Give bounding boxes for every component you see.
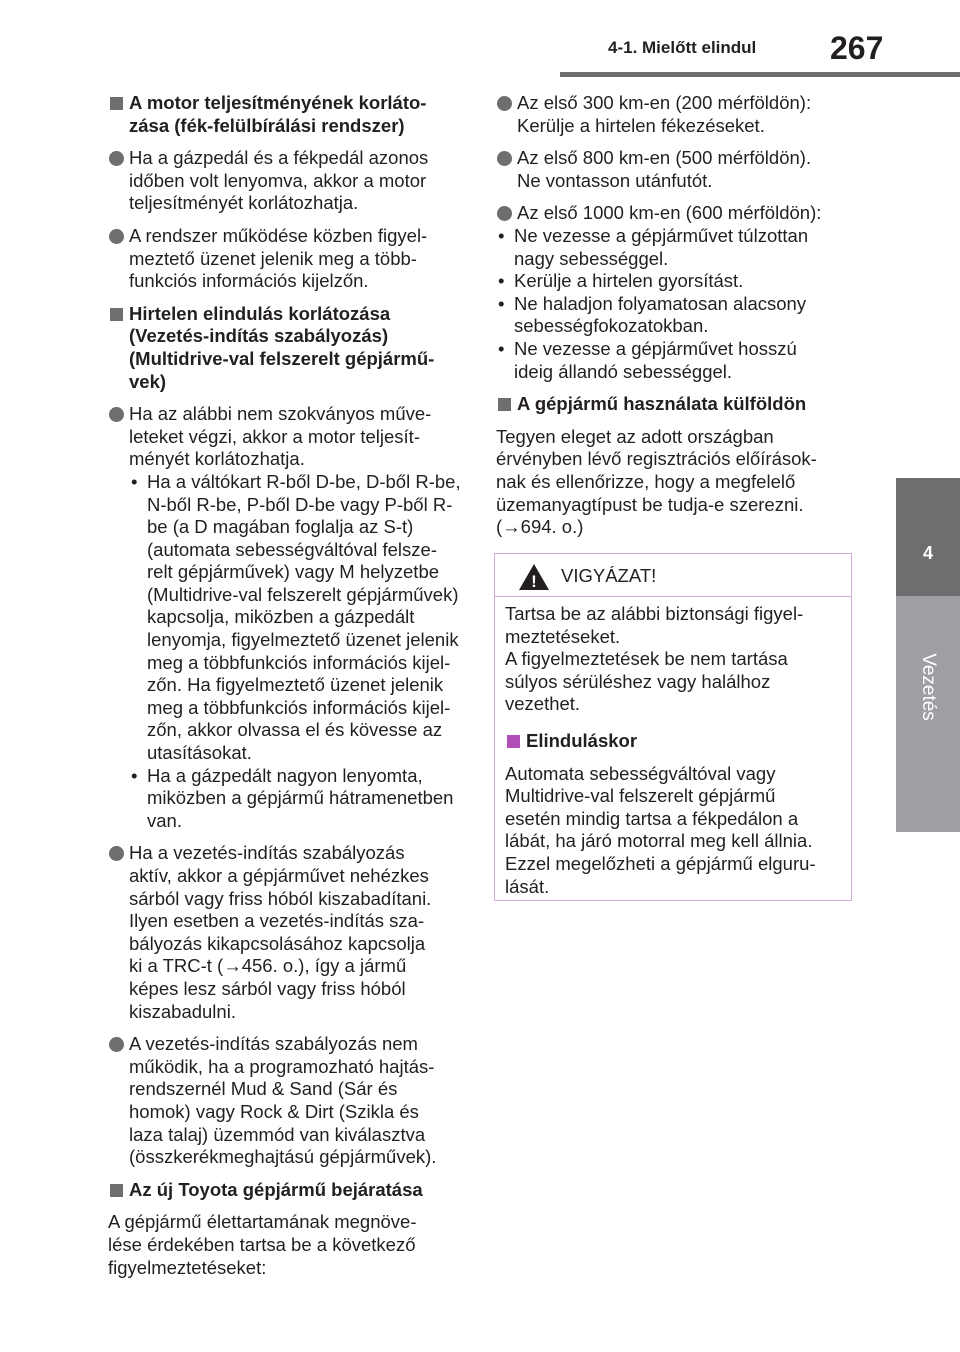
text-line: A vezetés-indítás szabályozás nem xyxy=(129,1033,418,1055)
text-line: lése érdekében tartsa be a következő xyxy=(108,1233,416,1255)
text-line: zása (fék-felülbírálási rendszer) xyxy=(129,114,405,136)
list-item: • Ha a gázpedált nagyon lenyomta, miközben a gépjármű hátramenetben van. xyxy=(108,765,468,833)
header-rule xyxy=(560,72,960,77)
text-line: érvényben lévő regisztrációs előírások- xyxy=(496,448,817,470)
paragraph xyxy=(496,202,852,225)
circle-bullet-icon xyxy=(497,206,512,221)
text-line: Ilyen esetben a vezetés-indítás sza- xyxy=(129,910,425,932)
text-line: meztetéseket. xyxy=(505,625,621,647)
text-line: zőn, akkor olvassa el és kövesse az xyxy=(147,719,443,741)
text-line: Kerülje a hirtelen gyorsítást. xyxy=(514,270,744,292)
text-line: Ha a vezetés-indítás szabályozás xyxy=(129,842,405,864)
paragraph xyxy=(108,403,468,471)
caution-box xyxy=(494,553,852,901)
text-line: Ne haladjon folyamatosan alacsony xyxy=(514,292,807,314)
text-line: figyelmeztetéseket: xyxy=(108,1256,267,1278)
circle-bullet-icon xyxy=(109,151,124,166)
text-line: Ne vezesse a gépjárművet túlzottan xyxy=(514,224,809,246)
text-line: van. xyxy=(147,809,182,831)
text-line: ki a TRC-t (→456. o.), így a jármű xyxy=(129,955,407,977)
left-column xyxy=(108,92,468,1289)
page-number: 267 xyxy=(830,30,884,66)
list-item: • Ha a váltókart R-ből D-be, D-ből R-be, N-ből R-be, P-ből D-be vagy P-ből R- be (a D magában foglalja az S-t) (automata sebességváltóval felsze- relt gépjárművek) vagy M helyzetbe (Multidrive-val felszerelt gépjárművek) kapcsolja, miközben a gázpedált lenyomja, figyelmeztető üzenet jelenik meg a többfunkciós információs kijel- zőn. Ha figyelmeztető üzenet jelenik meg a többfunkciós információs kijel- zőn, akkor olvassa el és kövesse az utasításokat. xyxy=(108,471,468,765)
square-bullet-icon xyxy=(507,735,520,748)
text-line: A figyelmeztetések be nem tartása xyxy=(505,648,788,670)
text-line: Kerülje a hirtelen fékezéseket. xyxy=(517,114,765,136)
list-item: • Ne vezesse a gépjárművet túlzottan nagy sebességgel. xyxy=(496,225,852,270)
text-line: Ha a gázpedált nagyon lenyomta, xyxy=(147,764,423,786)
warning-triangle-icon xyxy=(518,563,550,591)
text-line: Elinduláskor xyxy=(526,729,638,751)
circle-bullet-icon xyxy=(109,1037,124,1052)
text-line: kiszabadulni. xyxy=(129,1000,236,1022)
text-line: Ezzel megelőzheti a gépjármű elguru- xyxy=(505,852,816,874)
paragraph xyxy=(108,1033,468,1169)
list-item: • Ne vezesse a gépjárművet hosszú ideig állandó sebességgel. xyxy=(496,338,852,383)
circle-bullet-icon xyxy=(497,151,512,166)
text-line: (automata sebességváltóval felsze- xyxy=(147,538,437,560)
text-line: utasításokat. xyxy=(147,742,252,764)
paragraph xyxy=(496,426,852,539)
caution-body xyxy=(495,597,851,898)
svg-text:!: ! xyxy=(531,572,537,591)
text-line: miközben a gépjármű hátramenetben xyxy=(147,787,454,809)
text-line: Tegyen eleget az adott országban xyxy=(496,425,774,447)
square-bullet-icon xyxy=(498,398,511,411)
section-title: 4-1. Mielőtt elindul xyxy=(608,38,757,57)
section-heading xyxy=(108,303,468,393)
text-line: relt gépjárművek) vagy M helyzetbe xyxy=(147,561,440,583)
text-line: Automata sebességváltóval vagy xyxy=(505,762,776,784)
text-line: Ha a váltókart R-ből D-be, D-ből R-be, xyxy=(147,470,461,492)
paragraph xyxy=(108,1211,468,1279)
text-line: (összkerékmeghajtású gépjárművek). xyxy=(129,1146,437,1168)
text-line: meg a többfunkciós információs kijel- xyxy=(147,696,451,718)
text-line: időben volt lenyomva, akkor a motor xyxy=(129,169,427,191)
text-line: be (a D magában foglalja az S-t) xyxy=(147,516,414,538)
text-line: leteket végzi, akkor a motor teljesít- xyxy=(129,425,420,447)
text-line: sebességfokozatokban. xyxy=(514,315,709,337)
paragraph xyxy=(108,225,468,293)
square-bullet-icon xyxy=(110,308,123,321)
text-line: Az első 1000 km-en (600 mérföldön): xyxy=(517,202,822,224)
caution-title: VIGYÁZAT! xyxy=(561,565,657,586)
text-line: meg a többfunkciós információs kijel- xyxy=(147,651,451,673)
right-column xyxy=(496,92,852,549)
text-line: Ne vezesse a gépjárművet hosszú xyxy=(514,337,797,359)
text-line: Ha a gázpedál és a fékpedál azonos xyxy=(129,147,429,169)
text-line: vek) xyxy=(129,370,167,392)
list-item: • Kerülje a hirtelen gyorsítást. xyxy=(496,270,852,293)
paragraph xyxy=(505,763,841,899)
circle-bullet-icon xyxy=(109,407,124,422)
paragraph xyxy=(505,603,841,716)
list-item: • Ne haladjon folyamatosan alacsony sebességfokozatokban. xyxy=(496,293,852,338)
text-line: aktív, akkor a gépjárművet nehézkes xyxy=(129,865,429,886)
text-line: funkciós információs kijelzőn. xyxy=(129,270,369,292)
text-line: súlyos sérüléshez vagy halálhoz xyxy=(505,670,771,692)
text-line: (Multidrive-val felszerelt gépjárművek) xyxy=(147,583,459,605)
chapter-tab-number[interactable]: 4 xyxy=(896,478,960,596)
text-line: vezethet. xyxy=(505,693,581,715)
text-line: A gépjármű használata külföldön xyxy=(517,393,807,415)
text-line: A rendszer működése közben figyel- xyxy=(129,224,428,246)
square-bullet-icon xyxy=(110,97,123,110)
text-line: lábát, ha járó motorral meg kell állnia. xyxy=(505,830,813,852)
paragraph xyxy=(108,147,468,215)
section-heading xyxy=(108,92,468,137)
text-line: működik, ha a programozható hajtás- xyxy=(129,1055,435,1077)
text-line: A gépjármű élettartamának megnöve- xyxy=(108,1211,417,1233)
text-line: Hirtelen elindulás korlátozása xyxy=(129,302,391,324)
chapter-tab-label[interactable] xyxy=(896,596,960,832)
text-line: Ne vontasson utánfutót. xyxy=(517,169,713,191)
text-line: N-ből R-be, P-ből D-be vagy P-ből R- xyxy=(147,493,453,515)
chapter-tab-text: Vezetés xyxy=(918,653,939,721)
circle-bullet-icon xyxy=(109,846,124,861)
text-line: meztető üzenet jelenik meg a több- xyxy=(129,247,417,269)
paragraph xyxy=(496,147,852,192)
text-line: zőn. Ha figyelmeztető üzenet jelenik xyxy=(147,674,444,696)
paragraph xyxy=(108,842,468,1023)
text-line: üzemanyagtípust be tudja-e szerezni. xyxy=(496,493,804,515)
text-line: esetén mindig tartsa a fékpedálon a xyxy=(505,807,799,829)
text-line: képes lesz sárból vagy friss hóból xyxy=(129,977,406,999)
section-heading xyxy=(496,393,852,416)
text-line: Ha az alábbi nem szokványos műve- xyxy=(129,403,432,425)
text-line: bályozás kikapcsolásához kapcsolja xyxy=(129,932,426,954)
text-line: lenyomja, figyelmeztető üzenet jelenik xyxy=(147,629,459,651)
text-line: Multidrive-val felszerelt gépjármű xyxy=(505,785,776,807)
text-line: A motor teljesítményének korláto- xyxy=(129,92,427,113)
text-line: Az első 300 km-en (200 mérföldön): xyxy=(517,92,812,113)
text-line: lását. xyxy=(505,875,550,897)
caution-header xyxy=(495,554,851,597)
text-line: laza talaj) üzemmód van kiválasztva xyxy=(129,1123,426,1145)
text-line: homok) vagy Rock & Dirt (Szikla és xyxy=(129,1100,419,1122)
text-line: ményét korlátozhatja. xyxy=(129,448,305,470)
circle-bullet-icon xyxy=(497,96,512,111)
text-line: (→694. o.) xyxy=(496,516,584,538)
section-heading xyxy=(108,1179,468,1202)
section-heading xyxy=(505,730,841,753)
text-line: sárból vagy friss hóból kiszabadítani. xyxy=(129,887,432,909)
text-line: Tartsa be az alábbi biztonsági figyel- xyxy=(505,603,804,624)
text-line: (Vezetés-indítás szabályozás) xyxy=(129,325,389,347)
text-line: kapcsolja, miközben a gázpedált xyxy=(147,606,415,628)
text-line: teljesítményét korlátozhatja. xyxy=(129,192,359,214)
circle-bullet-icon xyxy=(109,229,124,244)
text-line: nak és ellenőrizze, hogy a megfelelő xyxy=(496,470,796,492)
text-line: Az első 800 km-en (500 mérföldön). xyxy=(517,147,812,169)
paragraph xyxy=(496,92,852,137)
square-bullet-icon xyxy=(110,1184,123,1197)
text-line: (Multidrive-val felszerelt gépjármű- xyxy=(129,347,435,369)
text-line: nagy sebességgel. xyxy=(514,247,669,269)
text-line: ideig állandó sebességgel. xyxy=(514,360,733,382)
text-line: Az új Toyota gépjármű bejáratása xyxy=(129,1178,423,1200)
text-line: rendszernél Mud & Sand (Sár és xyxy=(129,1078,398,1100)
